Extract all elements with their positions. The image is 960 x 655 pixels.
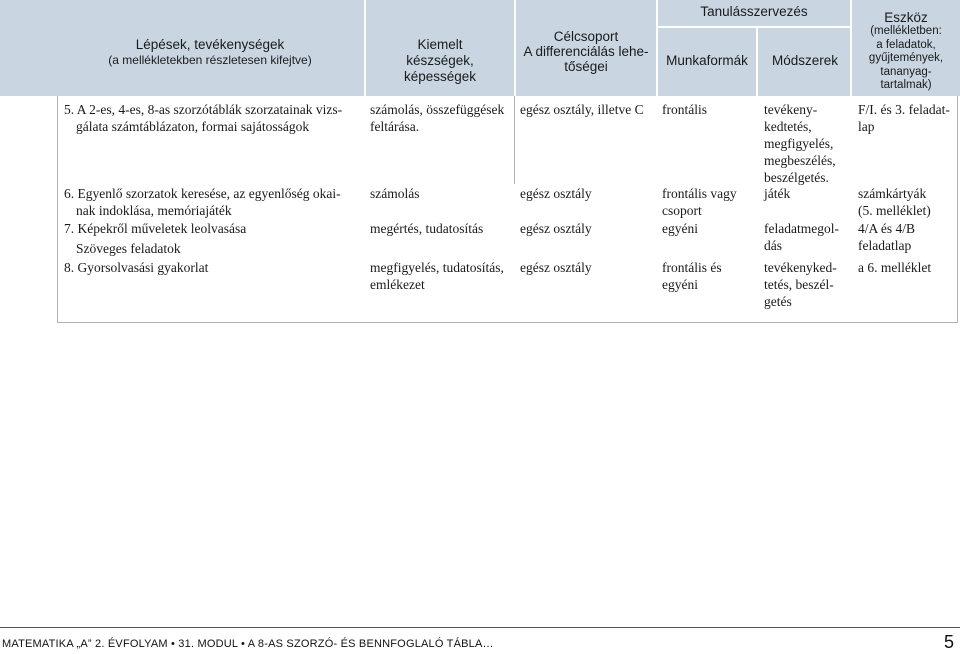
row-5-step bbox=[64, 101, 364, 135]
row-8-method-line: tetés, beszél- bbox=[764, 277, 834, 292]
header-col-steps-title: Lépések, tevékenységek bbox=[135, 37, 285, 52]
header-divider bbox=[656, 26, 852, 28]
header-col-tools bbox=[852, 10, 960, 93]
row-8-step-line: 8. Gyorsolvasási gyakorlat bbox=[64, 260, 209, 275]
row-5-form-line: frontális bbox=[662, 102, 707, 117]
row-8-form-line: frontális és bbox=[662, 260, 722, 275]
row-5-tool-line: F/I. és 3. feladat- bbox=[858, 102, 950, 117]
row-5-step-line: gálata számtáblázaton, formai sajátosságok bbox=[76, 119, 310, 134]
row-5-tool bbox=[858, 101, 958, 135]
row-8-step bbox=[64, 259, 364, 276]
row-7-form-line: egyéni bbox=[662, 221, 698, 236]
header-col-tools-sub-2: a feladatok, bbox=[876, 38, 936, 51]
table-border-bottom bbox=[57, 322, 958, 323]
row-7-group bbox=[520, 220, 660, 237]
header-divider bbox=[514, 0, 516, 96]
header-col-skills bbox=[366, 37, 514, 85]
row-8-tool bbox=[858, 259, 958, 276]
header-col-target-sub-2: tőségei bbox=[564, 59, 608, 74]
row-8-group bbox=[520, 259, 660, 276]
row-6-step bbox=[64, 185, 364, 219]
row-5-method-line: megbeszélés, bbox=[764, 153, 836, 168]
row-5-group bbox=[520, 101, 660, 118]
header-col-skills-title: Kiemelt készségek, képességek bbox=[403, 37, 477, 84]
row-7-step bbox=[64, 220, 364, 257]
header-col-methods: Módszerek bbox=[771, 53, 839, 68]
header-col-tools-sub-1: (mellékletben: bbox=[870, 25, 942, 37]
row-5-method-line: beszélgetés. bbox=[764, 170, 829, 185]
row-7-step-line: 7. Képekről műveletek leolvasása bbox=[64, 221, 247, 236]
row-6-group-line: egész osztály bbox=[520, 186, 592, 201]
row-6-tool-line: (5. melléklet) bbox=[858, 203, 931, 218]
header-group-organization: Tanulásszervezés bbox=[700, 4, 808, 19]
row-5-skills-line: feltárása. bbox=[370, 119, 420, 134]
header-divider bbox=[364, 0, 366, 96]
row-6-group bbox=[520, 185, 660, 202]
header-col-tools-sub-4: tananyag- bbox=[880, 65, 932, 78]
row-5-skills-line: számolás, összefüggések bbox=[370, 102, 505, 117]
row-6-form-line: csoport bbox=[662, 203, 702, 218]
header-col-target-title: Célcsoport bbox=[553, 29, 619, 44]
row-6-form-line: frontális vagy bbox=[662, 186, 737, 201]
row-5-group-line: egész osztály, illetve C bbox=[520, 102, 644, 117]
header-col-steps bbox=[60, 37, 360, 68]
row-7-tool bbox=[858, 220, 958, 254]
row-5-skills bbox=[370, 101, 516, 135]
header-col-steps-sub: (a mellékletekben részletesen kifejtve) bbox=[108, 53, 312, 67]
header-col-tools-sub-3: gyűjtemények, bbox=[868, 52, 944, 64]
row-6-method-line: játék bbox=[764, 186, 791, 201]
footer-running-title: MATEMATIKA „A” 2. ÉVFOLYAM • 31. MODUL • A 8-AS SZORZÓ- ÉS BENNFOGLALÓ TÁBLA… bbox=[2, 638, 494, 650]
row-8-form-line: egyéni bbox=[662, 277, 698, 292]
row-8-method-line: tevékenyked- bbox=[764, 260, 837, 275]
row-7-skills bbox=[370, 220, 516, 237]
row-6-form bbox=[662, 185, 758, 219]
row-8-skills-line: megfigyelés, tudatosítás, bbox=[370, 260, 504, 275]
header-divider bbox=[850, 0, 852, 96]
row-5-method-line: kedtetés, bbox=[764, 119, 812, 134]
row-6-method bbox=[764, 185, 854, 202]
row-7-group-line: egész osztály bbox=[520, 221, 592, 236]
row-8-form bbox=[662, 259, 758, 293]
footer-rule bbox=[0, 627, 960, 628]
header-col-tools-title: Eszköz bbox=[884, 10, 928, 25]
row-7-tool-line: feladatlap bbox=[858, 238, 912, 253]
table-header bbox=[0, 0, 960, 96]
header-col-forms: Munkaformák bbox=[666, 53, 748, 68]
row-7-form bbox=[662, 220, 758, 237]
header-divider bbox=[656, 0, 658, 96]
row-5-method bbox=[764, 101, 854, 186]
row-6-tool bbox=[858, 185, 958, 219]
row-8-method bbox=[764, 259, 854, 310]
table-border-left bbox=[57, 96, 58, 322]
row-5-method-line: megfigyelés, bbox=[764, 136, 834, 151]
row-7-method-line: dás bbox=[764, 238, 782, 253]
header-divider bbox=[756, 26, 758, 96]
row-6-skills-line: számolás bbox=[370, 186, 420, 201]
header-col-tools-sub-5: tartalmak) bbox=[880, 79, 932, 91]
page-footer bbox=[0, 634, 960, 654]
row-6-skills bbox=[370, 185, 516, 202]
row-6-tool-line: számkártyák bbox=[858, 186, 927, 201]
row-8-skills bbox=[370, 259, 516, 293]
header-col-target-sub-1: A differenciálás lehe- bbox=[523, 44, 649, 59]
row-7-tool-line: 4/A és 4/B bbox=[858, 221, 916, 236]
row-5-step-line: 5. A 2-es, 4-es, 8-as szorzótáblák szorzatainak vizs- bbox=[64, 102, 343, 117]
row-7-step-line: Szöveges feladatok bbox=[76, 241, 181, 256]
row-8-tool-line: a 6. melléklet bbox=[858, 260, 932, 275]
row-6-step-line: nak indoklása, memóriajáték bbox=[76, 203, 232, 218]
row-5-form bbox=[662, 101, 758, 118]
header-col-target bbox=[516, 29, 656, 74]
row-8-method-line: getés bbox=[764, 294, 792, 309]
row-7-method-line: feladatmegol- bbox=[764, 221, 839, 236]
row-8-skills-line: emlékezet bbox=[370, 277, 425, 292]
row-5-method-line: tevékeny- bbox=[764, 102, 818, 117]
row-7-skills-line: megértés, tudatosítás bbox=[370, 221, 484, 236]
row-6-step-line: 6. Egyenlő szorzatok keresése, az egyenlőség okai- bbox=[64, 186, 341, 201]
row-7-method bbox=[764, 220, 854, 254]
row-5-tool-line: lap bbox=[858, 119, 875, 134]
page-number: 5 bbox=[943, 632, 954, 652]
row-8-group-line: egész osztály bbox=[520, 260, 592, 275]
